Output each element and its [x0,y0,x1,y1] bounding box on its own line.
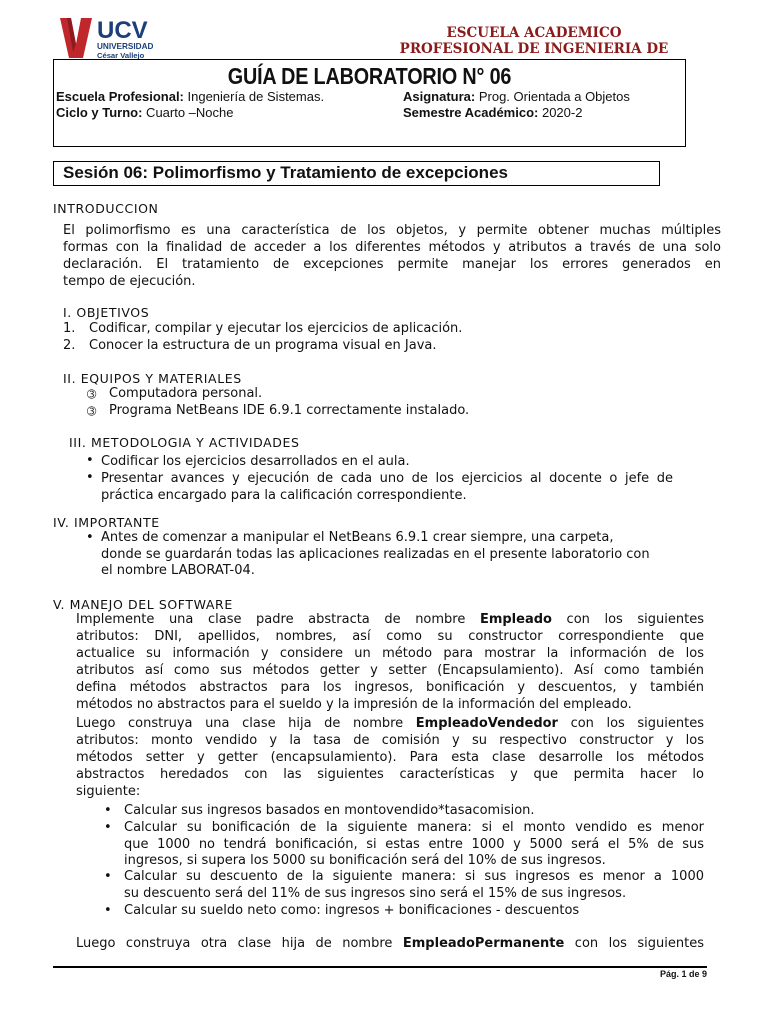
ciclo-row [56,105,234,120]
semestre-label: Semestre Académico: [403,105,539,120]
asignatura-label: Asignatura: [403,89,476,104]
software-line: actualice su información y considere un método para mostrar la información de los [76,646,704,661]
bullet-dot-icon: • [104,869,112,884]
objetivos-heading: I. OBJETIVOS [63,305,150,320]
software-line [76,611,704,628]
equipo-item: Programa NetBeans IDE 6.9.1 correctamente instalado. [109,403,470,418]
equipo-item: Computadora personal. [109,386,263,401]
escuela-label: Escuela Profesional: [56,89,184,104]
semestre-row [403,105,582,120]
bullet-dot-icon: • [86,470,94,485]
class-name-empleado: Empleado [479,612,552,627]
page-number: Pág. 1 de 9 [659,969,707,979]
school-heading [384,25,684,57]
software-line: métodos no abstractos para el sueldo y la impresión de la información del empleado. [76,697,632,712]
objetivo-item [63,321,75,338]
text-run: Luego construya una clase hija de nombre [76,716,416,731]
software-bullet-line: ingresos, si supera los 5000 su bonificación será del 10% de sus ingresos. [124,853,606,868]
bullet-dot-icon: • [104,803,112,818]
importante-line: donde se guardarán todas las aplicaciones realizadas en el presente laboratorio con [101,546,650,562]
intro-line: tempo de ejecución. [63,274,196,289]
asignatura-row [403,89,630,104]
logo-text: UCV [97,17,148,44]
school-line-1: ESCUELA ACADEMICO [446,25,622,41]
text-run: con los siguientes [564,936,704,951]
metodologia-heading: III. METODOLOGIA Y ACTIVIDADES [69,435,300,450]
bullet-dot-icon: • [86,453,94,468]
software-line: métodos setter y getter (encapsulamiento). Para esta clase desarrolle los métodos [76,750,704,765]
info-box [53,59,686,147]
software-bullet [124,869,704,902]
text-run: con los siguientes [551,612,704,627]
software-line: atributos así como sus métodos getter y setter (Encapsulamiento). Así como también [76,663,704,678]
metodologia-item: Codificar los ejercicios desarrollados en el aula. [101,454,410,469]
session-title: Sesión 06: Polimorfismo y Tratamiento de excepciones [63,163,508,182]
text-run: Implemente una clase padre abstracta de nombre [76,612,480,627]
software-bullet-line: Calcular su bonificación de la siguiente manera: si el monto vendido es menor [124,820,704,835]
software-line: abstractos heredados con las siguientes características y que permita hacer lo [76,767,704,782]
software-bullet-line: Calcular su descuento de la siguiente manera: si sus ingresos es menor a 1000 [124,869,704,884]
objetivo-text: Conocer la estructura de un programa visual en Java. [89,338,437,353]
software-paragraph-2 [76,715,704,800]
importante-paragraph [101,530,650,580]
ciclo-value: Cuarto –Noche [142,105,234,120]
software-bullet-line: su descuento será del 11% de sus ingresos sino será el 15% de sus ingresos. [124,885,627,901]
objetivo-number: 1. [63,321,76,336]
objetivo-text: Codificar, compilar y ejecutar los ejercicios de aplicación. [89,321,463,336]
escuela-row [56,89,324,104]
intro-line: El polimorfismo es una característica de los objetos, y permite obtener muchas múltiples [63,223,721,238]
bullet-dot-icon: • [86,530,94,545]
software-paragraph-1 [76,611,704,713]
software-line: atributos: monto vendido y la tasa de comisión y su respectivo constructor y los [76,733,704,748]
metodologia-line: práctica encargado para la calificación correspondiente. [101,487,467,503]
importante-heading: IV. IMPORTANTE [53,515,160,530]
ciclo-label: Ciclo y Turno: [56,105,143,120]
bullet-dot-icon: • [104,820,112,835]
importante-line: Antes de comenzar a manipular el NetBeans 6.9.1 crear siempre, una carpeta, [101,530,614,545]
importante-line: el nombre LABORAT-04. [101,563,255,578]
logo-subtitle-1: UNIVERSIDAD [97,42,154,51]
text-run: con los siguientes [557,716,704,731]
software-bullet: Calcular su sueldo neto como: ingresos + bonificaciones - descuentos [124,903,580,918]
equipos-heading: II. EQUIPOS Y MATERIALES [63,371,242,386]
clock-bullet-icon: ➂ [87,388,97,401]
software-bullet-line: que 1000 no tendrá bonificación, si estas entre 1000 y 5000 será el 5% de sus [124,836,704,852]
guide-title: GUÍA DE LABORATORIO N° 06 [227,63,512,89]
class-name-permanente: EmpleadoPermanente [402,936,565,951]
footer-divider [53,966,707,968]
clock-bullet-icon: ➂ [87,405,97,418]
intro-line: formas con la finalidad de acceder a los diferentes métodos y atributos a través de una solo [63,240,721,255]
intro-line: declaración. El tratamiento de excepciones permite manejar los errores generados en [63,257,721,272]
escuela-value: Ingeniería de Sistemas. [183,89,325,104]
semestre-value: 2020-2 [538,105,583,120]
bullet-dot-icon: • [104,903,112,918]
objetivo-item [63,338,75,355]
software-line [76,935,704,952]
ucv-logo [57,14,169,60]
session-box [53,161,660,186]
software-line [76,715,704,732]
software-line: siguiente: [76,784,141,799]
software-bullet [124,820,704,870]
objetivo-number: 2. [63,338,76,353]
software-paragraph-3 [76,935,704,952]
school-line-2: PROFESIONAL DE INGENIERIA DE [399,41,669,57]
asignatura-value: Prog. Orientada a Objetos [475,89,630,104]
logo-subtitle-2: César Vallejo [97,51,145,60]
metodologia-item [101,471,673,504]
software-bullet: Calcular sus ingresos basados en montovendido*tasacomision. [124,803,535,818]
software-line: atributos: DNI, apellidos, nombres, así como su constructor correspondiente que [76,629,704,644]
intro-paragraph [63,222,721,290]
class-name-vendedor: EmpleadoVendedor [415,716,558,731]
intro-heading: INTRODUCCION [53,201,159,216]
text-run: Luego construya otra clase hija de nombre [76,936,403,951]
metodologia-line: Presentar avances y ejecución de cada uno de los ejercicios al docente o jefe de [101,471,673,486]
software-heading: V. MANEJO DEL SOFTWARE [53,597,233,612]
software-line: defina métodos abstractos para los ingresos, bonificación y descuentos, y también [76,680,704,695]
